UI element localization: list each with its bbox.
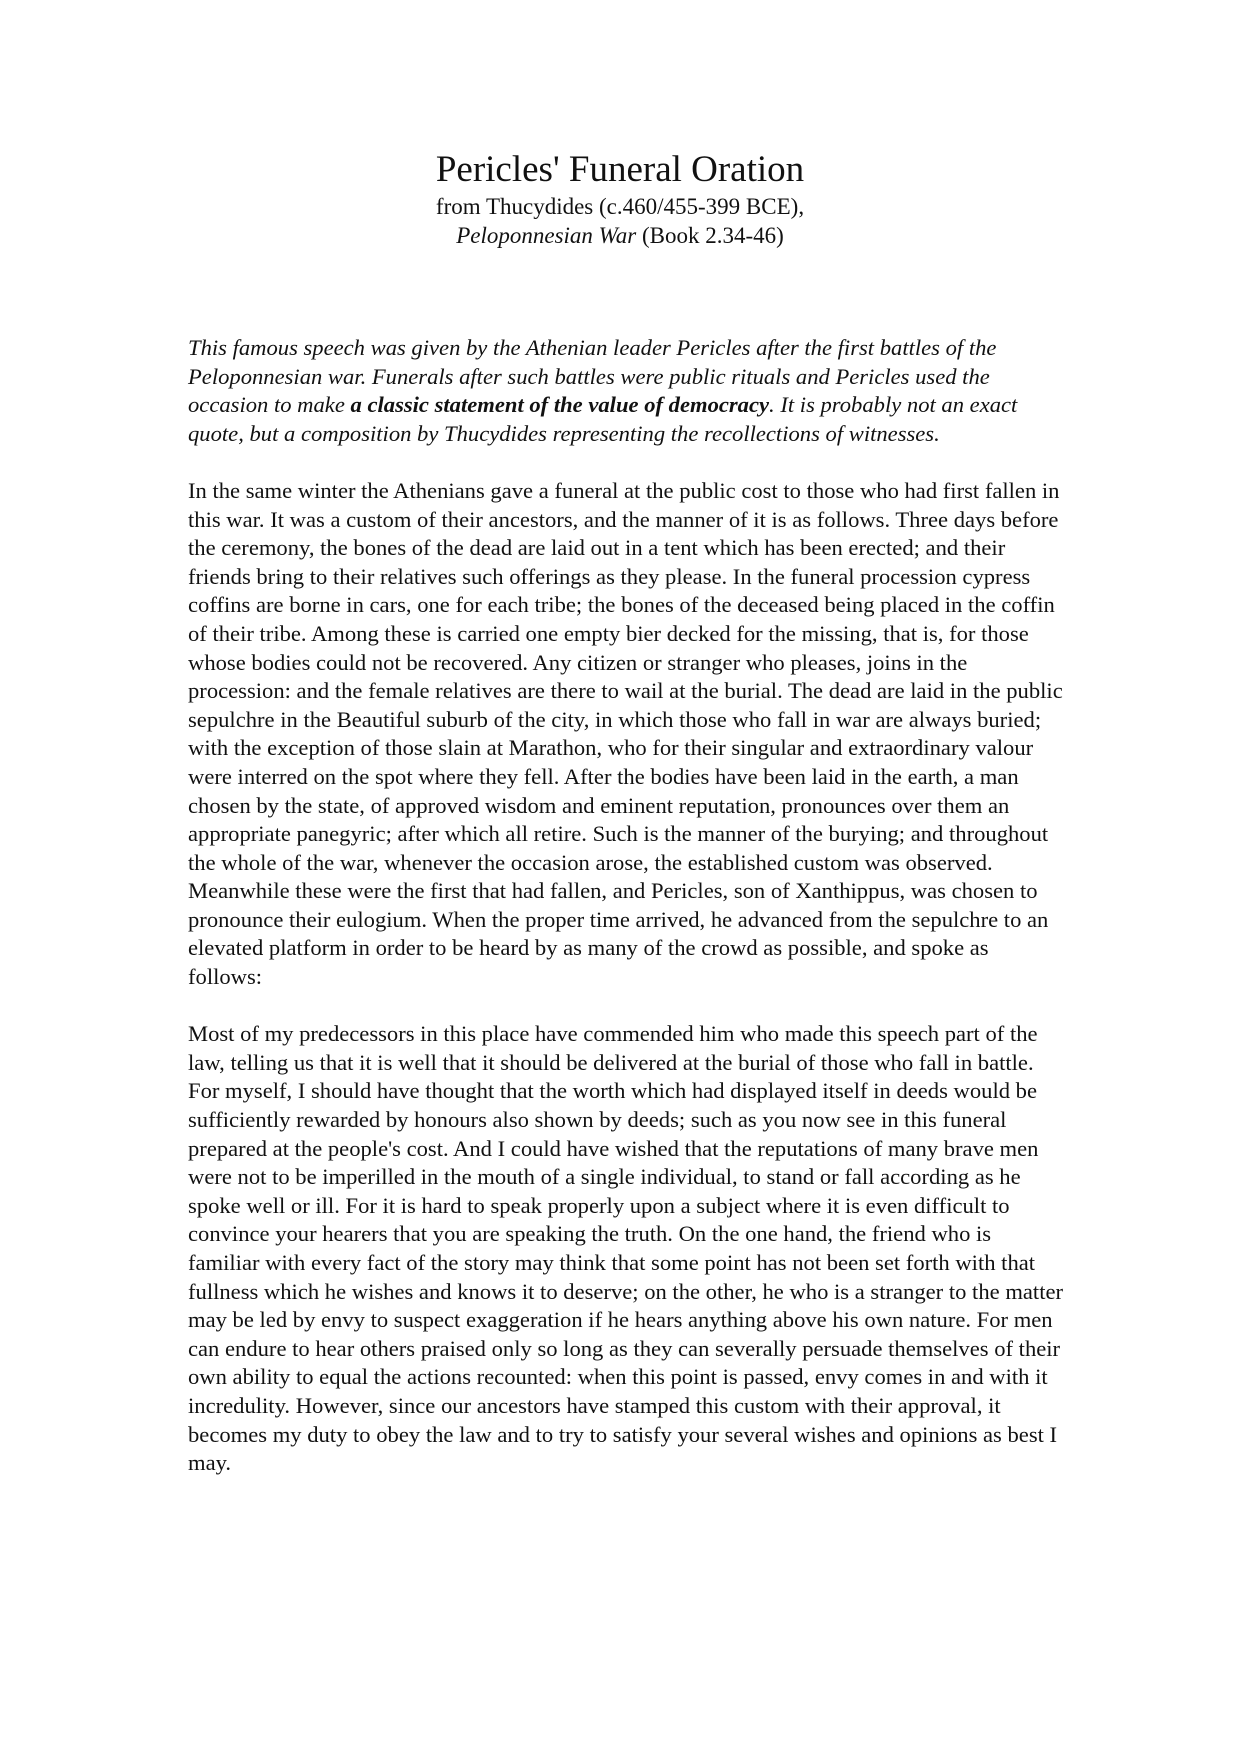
work-reference: (Book 2.34-46) — [636, 223, 784, 248]
intro-emphasis: a classic statement of the value of democracy — [350, 392, 770, 418]
document-body — [188, 334, 1068, 1506]
intro-text-start: This famous speech was given by the Athenian leader Pericles after the first battles of the Peloponnesian war. Funerals after such battles were public rituals and Pericles used the occasion to make — [188, 335, 997, 418]
source-line: from Thucydides (c.460/455-399 BCE), — [435, 194, 805, 219]
intro-paragraph — [188, 334, 1068, 448]
page-title: Pericles' Funeral Oration — [435, 149, 805, 190]
intro-text-end: . It is probably not an exact quote, but a composition by Thucydides representing the recollections of witnesses. — [188, 392, 1018, 446]
document-header — [0, 148, 1240, 250]
work-citation — [0, 221, 1240, 250]
work-title: Peloponnesian War — [456, 223, 637, 248]
paragraph-oration-opening: Most of my predecessors in this place have commended him who made this speech part of the law, telling us that it is well that it should be delivered at the burial of those who fall in battle. For myself, I should have thought that the worth which had displayed itself in deeds would be sufficiently rewarded by honours also shown by deeds; such as you now see in this funeral prepared at the people's cost. And I could have wished that the reputations of many brave men were not to be imperilled in the mouth of a single individual, to stand or fall according as he spoke well or ill. For it is hard to speak properly upon a subject where it is even difficult to convince your hearers that you are speaking the truth. On the one hand, the friend who is familiar with every fact of the story may think that some point has not been set forth with that fullness which he wishes and knows it to deserve; on the other, he who is a stranger to the matter may be led by envy to suspect exaggeration if he hears anything above his own nature. For men can endure to hear others praised only so long as they can severally persuade themselves of their own ability to equal the actions recounted: when this point is passed, envy comes in and with it incredulity. However, since our ancestors have stamped this custom with their approval, it becomes my duty to obey the law and to try to satisfy your several wishes and opinions as best I may. — [188, 1021, 1064, 1476]
paragraph-funeral-custom: In the same winter the Athenians gave a funeral at the public cost to those who had first fallen in this war. It was a custom of their ancestors, and the manner of it is as follows. Three days before the ceremony, the bones of the dead are laid out in a tent which has been erected; and their friends bring to their relatives such offerings as they please. In the funeral procession cypress coffins are borne in cars, one for each tribe; the bones of the deceased being placed in the coffin of their tribe. Among these is carried one empty bier decked for the missing, that is, for those whose bodies could not be recovered. Any citizen or stranger who pleases, joins in the procession: and the female relatives are there to wail at the burial. The dead are laid in the public sepulchre in the Beautiful suburb of the city, in which those who fall in war are always buried; with the exception of those slain at Marathon, who for their singular and extraordinary valour were interred on the spot where they fell. After the bodies have been laid in the earth, a man chosen by the state, of approved wisdom and eminent reputation, pronounces over them an appropriate panegyric; after which all retire. Such is the manner of the burying; and throughout the whole of the war, whenever the occasion arose, the established custom was observed. Meanwhile these were the first that had fallen, and Pericles, son of Xanthippus, was chosen to pronounce their eulogium. When the proper time arrived, he advanced from the sepulchre to an elevated platform in order to be heard by as many of the crowd as possible, and spoke as follows: — [188, 477, 1063, 990]
